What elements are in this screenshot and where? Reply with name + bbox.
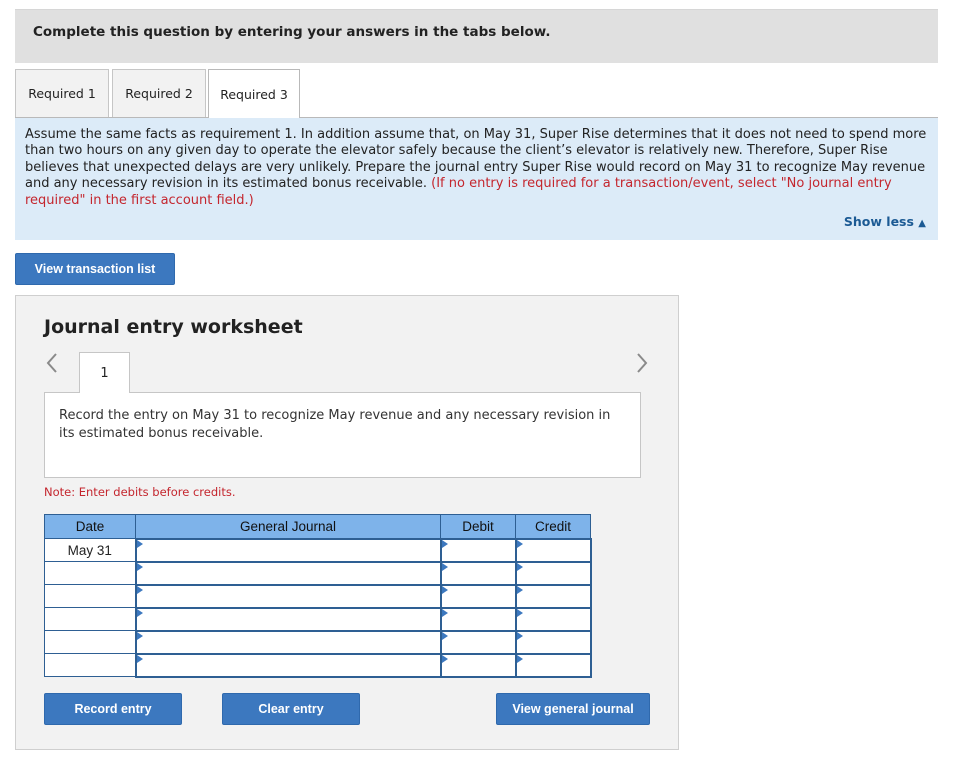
date-cell — [45, 562, 136, 585]
date-cell — [45, 608, 136, 631]
worksheet-title: Journal entry worksheet — [44, 316, 303, 338]
date-cell — [45, 585, 136, 608]
credit-field[interactable] — [516, 654, 591, 677]
record-entry-button[interactable]: Record entry — [44, 693, 182, 725]
dropdown-marker-icon — [137, 586, 143, 594]
view-general-journal-button[interactable]: View general journal — [496, 693, 650, 725]
account-field[interactable] — [136, 585, 441, 608]
account-field[interactable] — [136, 539, 441, 562]
journal-table — [44, 514, 592, 678]
debit-field[interactable] — [441, 562, 516, 585]
input-marker-icon — [442, 563, 448, 571]
view-transaction-list-button[interactable]: View transaction list — [15, 253, 175, 285]
input-marker-icon — [517, 632, 523, 640]
input-marker-icon — [517, 586, 523, 594]
instruction-banner — [15, 9, 938, 63]
column-header-debit: Debit — [441, 515, 516, 539]
dropdown-marker-icon — [137, 609, 143, 617]
input-marker-icon — [517, 540, 523, 548]
input-marker-icon — [442, 586, 448, 594]
journal-entry-worksheet — [15, 295, 679, 750]
chevron-right-icon[interactable] — [636, 352, 648, 380]
credit-field[interactable] — [516, 585, 591, 608]
table-row — [45, 562, 591, 585]
input-marker-icon — [442, 609, 448, 617]
tab-required-3[interactable]: Required 3 — [208, 69, 300, 118]
dropdown-marker-icon — [137, 632, 143, 640]
triangle-up-icon: ▲ — [918, 217, 926, 229]
column-header-date: Date — [45, 515, 136, 539]
table-row — [45, 654, 591, 677]
table-row — [45, 608, 591, 631]
requirement-text: Assume the same facts as requirement 1. In addition assume that, on May 31, Super Rise determines that it does not need to spend more than two hours on any given day to operate the elevator safely because the client’s elevator is relatively new. Therefore, Super Rise believes that unexpected delays are very unlikely. Prepare the journal entry Super Rise would record on May 31 to recognize May revenue and any necessary revision in its estimated bonus receivable. — [25, 127, 927, 192]
debit-field[interactable] — [441, 654, 516, 677]
credit-field[interactable] — [516, 608, 591, 631]
account-field[interactable] — [136, 608, 441, 631]
table-row — [45, 631, 591, 654]
column-header-general-journal: General Journal — [136, 515, 441, 539]
account-field[interactable] — [136, 631, 441, 654]
account-field[interactable] — [136, 654, 441, 677]
requirement-note: (If no entry is required for a transaction/event, select "No journal entry required" in the first account field.) — [25, 176, 892, 208]
credit-field[interactable] — [516, 562, 591, 585]
debit-field[interactable] — [441, 539, 516, 562]
input-marker-icon — [517, 655, 523, 663]
table-row — [45, 539, 591, 562]
debit-field[interactable] — [441, 608, 516, 631]
credit-field[interactable] — [516, 539, 591, 562]
account-field[interactable] — [136, 562, 441, 585]
show-less-label: Show less — [843, 213, 914, 229]
date-cell — [45, 631, 136, 654]
debit-field[interactable] — [441, 585, 516, 608]
table-row — [45, 585, 591, 608]
column-header-credit: Credit — [516, 515, 591, 539]
chevron-left-icon[interactable] — [46, 352, 58, 380]
input-marker-icon — [442, 540, 448, 548]
requirement-tabs — [15, 69, 938, 118]
dropdown-marker-icon — [137, 563, 143, 571]
entry-description: Record the entry on May 31 to recognize May revenue and any necessary revision in its estimated bonus receivable. — [59, 408, 611, 441]
input-marker-icon — [442, 655, 448, 663]
input-marker-icon — [442, 632, 448, 640]
input-marker-icon — [517, 563, 523, 571]
clear-entry-button[interactable]: Clear entry — [222, 693, 360, 725]
tab-required-2[interactable]: Required 2 — [112, 69, 206, 117]
date-cell — [45, 654, 136, 677]
requirement-panel — [15, 118, 938, 240]
entry-description-box — [44, 392, 641, 478]
date-cell: May 31 — [45, 539, 136, 562]
credit-field[interactable] — [516, 631, 591, 654]
instruction-text: Complete this question by entering your answers in the tabs below. — [33, 24, 551, 40]
show-less-link[interactable] — [844, 214, 926, 232]
tab-required-1[interactable]: Required 1 — [15, 69, 109, 117]
debits-note: Note: Enter debits before credits. — [44, 485, 236, 499]
input-marker-icon — [517, 609, 523, 617]
dropdown-marker-icon — [137, 540, 143, 548]
dropdown-marker-icon — [137, 655, 143, 663]
debit-field[interactable] — [441, 631, 516, 654]
entry-tab-1[interactable]: 1 — [79, 352, 130, 393]
